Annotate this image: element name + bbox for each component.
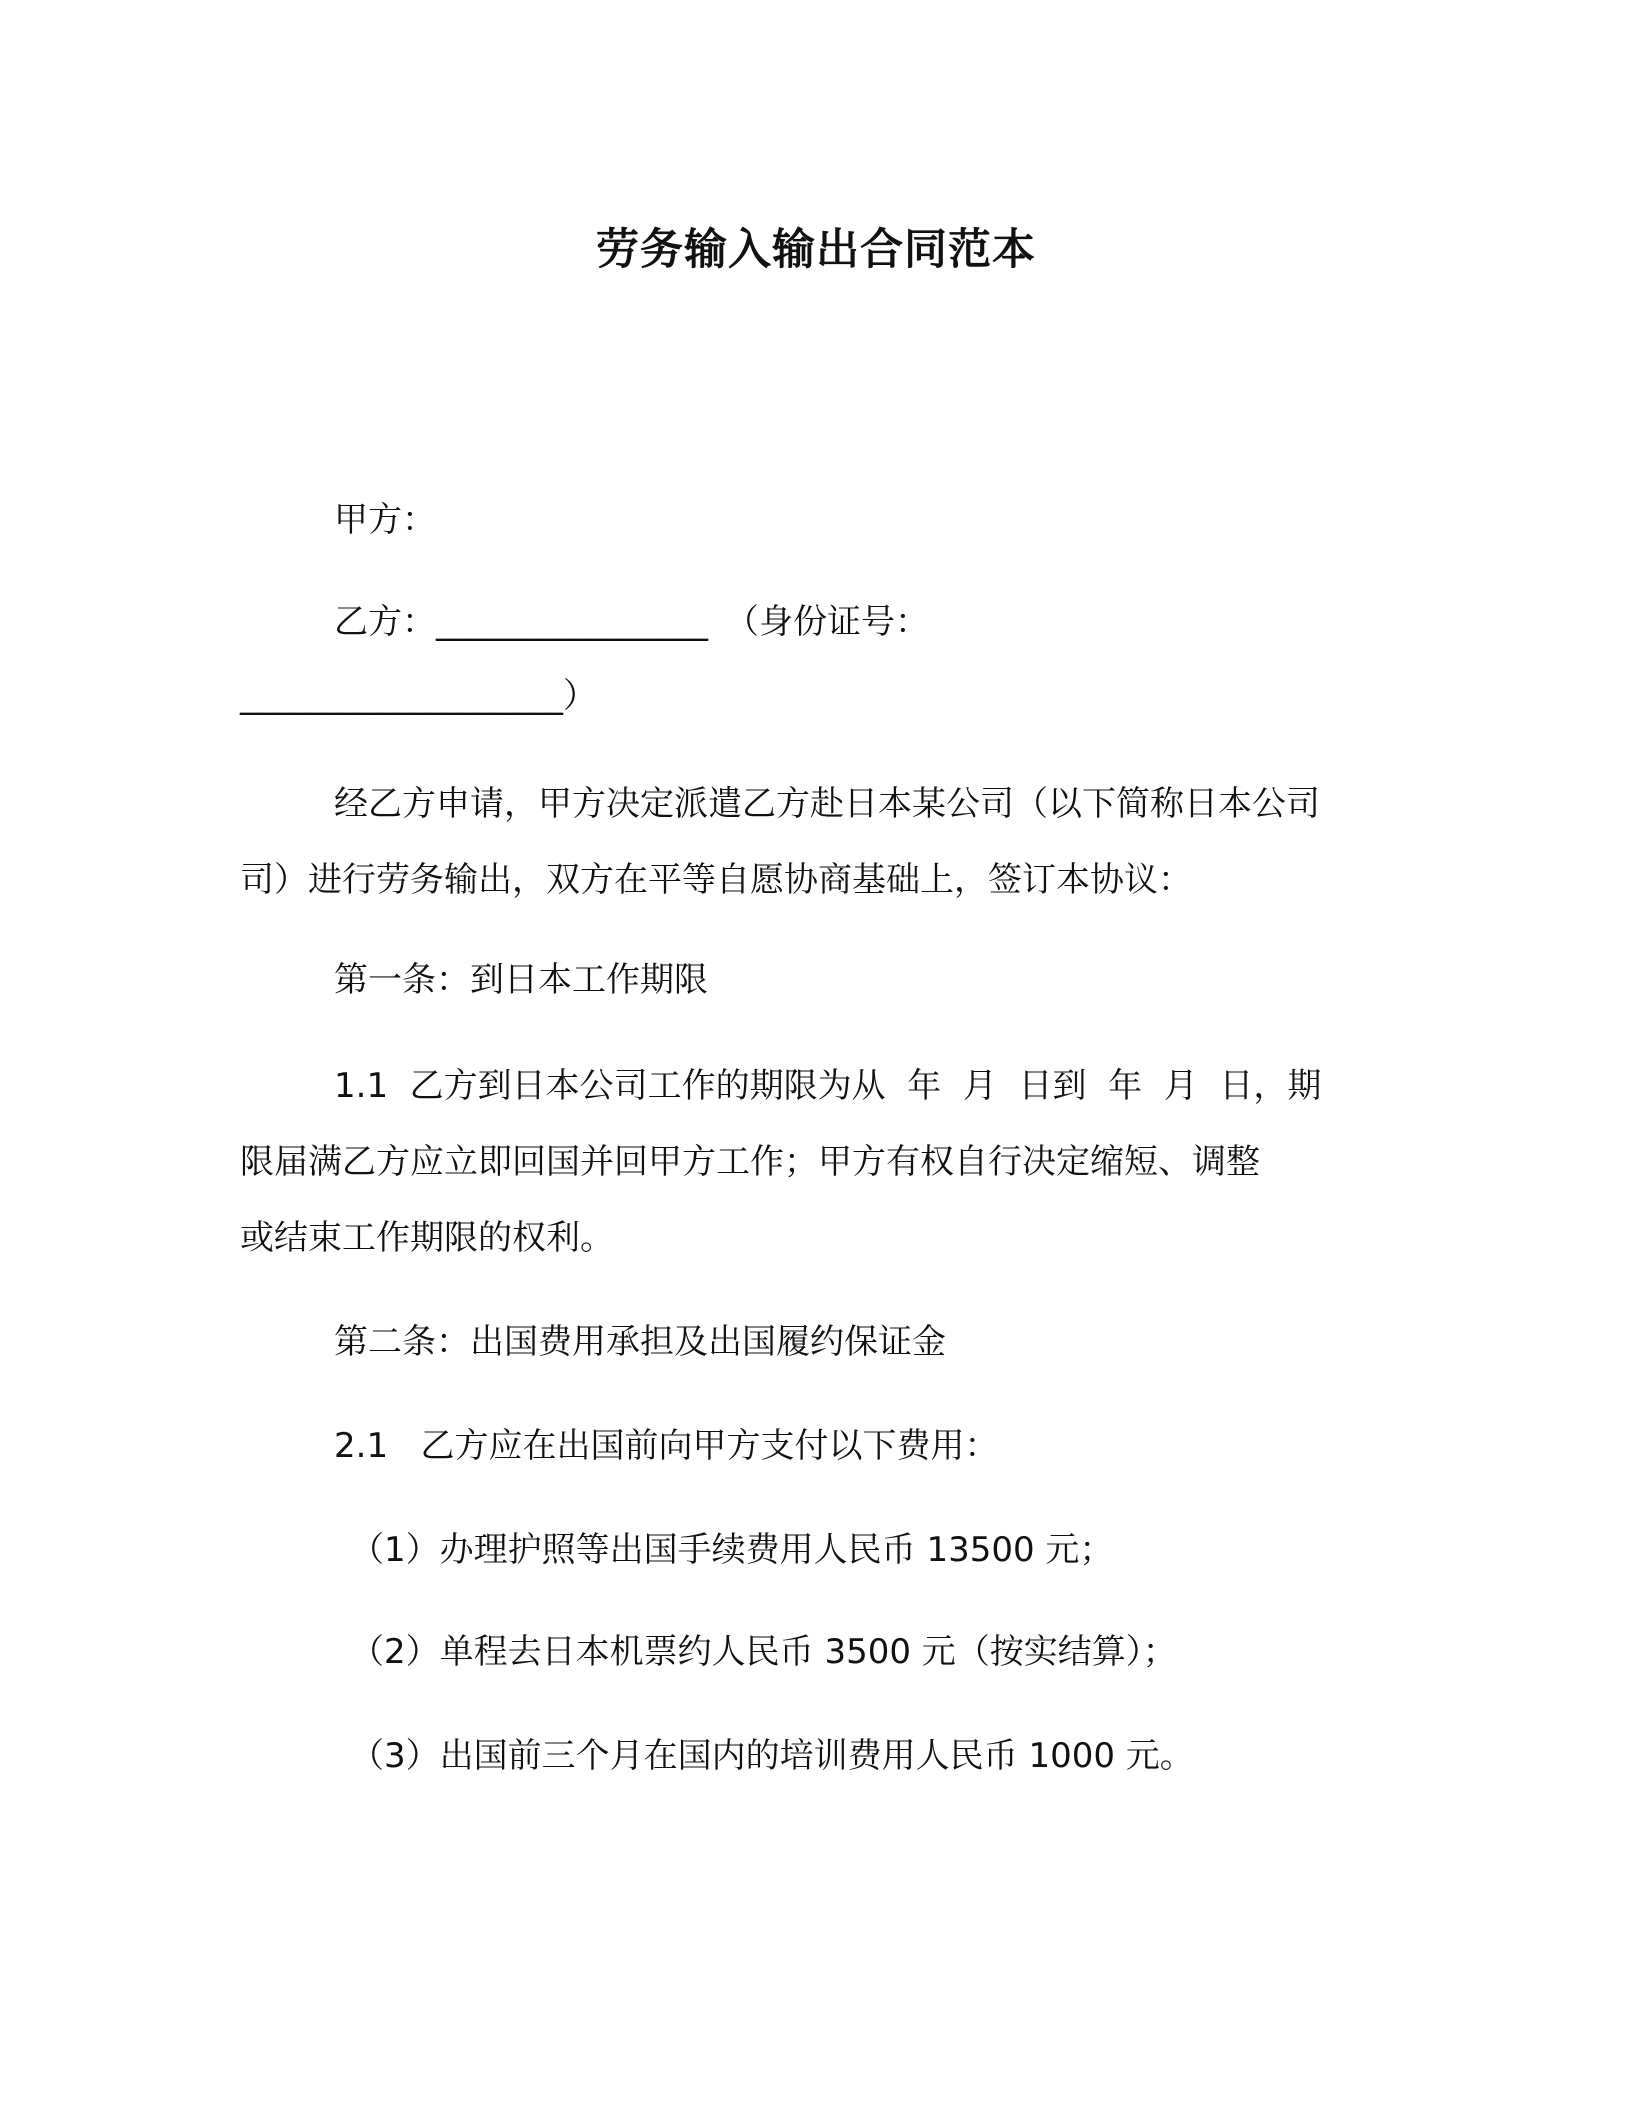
clause-1-1-line-3: 或结束工作期限的权利。 [240,1218,614,1258]
clause-1-1-line-2: 限届满乙方应立即回国并回甲方工作；甲方有权自行决定缩短、调整 [240,1142,1260,1182]
article-1-heading: 第一条：到日本工作期限 [334,960,708,1000]
fee-item-3: （3）出国前三个月在国内的培训费用人民币 1000 元。 [350,1736,1194,1776]
article-2-heading: 第二条：出国费用承担及出国履约保证金 [334,1322,946,1362]
intro-paragraph-line-2: 司）进行劳务输出，双方在平等自愿协商基础上，签订本协议： [240,860,1192,900]
clause-2-1: 2.1 乙方应在出国前向甲方支付以下费用： [334,1426,999,1466]
party-b-line: 乙方：________________ （身份证号： [334,602,929,642]
party-a-label: 甲方： [334,500,436,540]
document-title: 劳务输入输出合同范本 [596,225,1036,275]
fee-item-2: （2）单程去日本机票约人民币 3500 元（按实结算）； [350,1632,1177,1672]
intro-paragraph-line-1: 经乙方申请，甲方决定派遣乙方赴日本某公司（以下简称日本公司 [334,784,1320,824]
party-b-id-line: ___________________） [240,676,597,716]
clause-1-1-line-1: 1.1 乙方到日本公司工作的期限为从 年 月 日到 年 月 日，期 [334,1066,1322,1106]
fee-item-1: （1）办理护照等出国手续费用人民币 13500 元； [350,1530,1114,1570]
